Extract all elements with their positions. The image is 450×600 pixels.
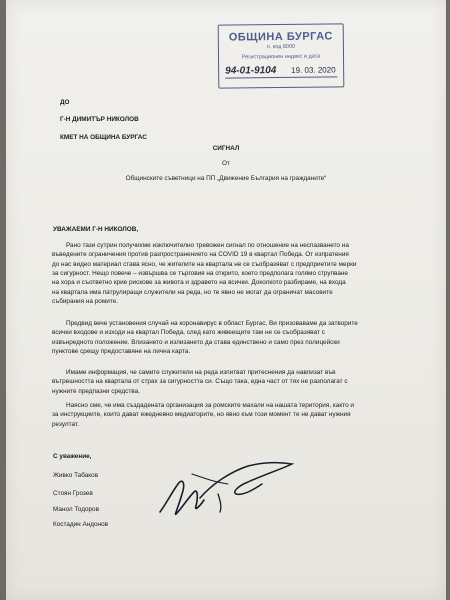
handwritten-signature [152,454,302,522]
paragraph-2-line: пунктове срещу предоставяне на лична карта. [52,348,191,356]
paragraph-1-line: за сигурност. Нещо повече – извършва се търговия на открито, което предполага голямо струпване [52,270,348,278]
paragraph-4-line: резултат. [52,420,79,428]
from-label: От [222,160,230,167]
paragraph-1-line: на хора и съответно крие рискове за живота и здравето на всички. Доколкото разбираме, на входа [52,279,346,287]
salutation: УВАЖАЕМИ Г-Н НИКОЛОВ, [53,226,139,233]
paragraph-1-line: на квартала има патрулиращи служители на реда, но те явно не могат да ограничат масовите [52,288,333,296]
signatory-name: Костадин Андонов [53,521,109,528]
stamp-underline [225,76,337,78]
paragraph-1-line: въведените ограничения против разпространението на COVID 19 в квартал Победа. От изпратения [52,251,349,259]
sender-line: Общинските съветници на ПП „Движение България на гражданите“ [125,175,327,182]
addressee-name: Г-Н ДИМИТЪР НИКОЛОВ [60,116,139,123]
paragraph-2-line: Предвид вече установения случай на коронавирус в област Бургас, Ви призоваваме да затворите [66,320,358,327]
paragraph-1 [52,241,404,306]
document-page [6,0,446,600]
closing: С уважение, [53,453,92,460]
paragraph-1-line: до нас видео материал става ясно, че жителите на квартала не се съобразяват с предприетите мерки [52,260,357,268]
paragraph-1-line: събирания на ромите. [52,298,118,306]
signatory-name: Живко Табаков [53,472,99,479]
paragraph-2-line: всички входове и изходи на квартал Победа, след като живеещите там не се съобразяват с [52,329,325,337]
signatory-name: Стоян Грозев [53,490,93,497]
paragraph-3 [52,368,404,396]
addressee-label: ДО [60,99,70,106]
paragraph-3-line: вътрешността на квартала от страх за сигурността си. Също така, една част от тях не разполагат с [52,378,348,386]
paragraph-4-line: Наясно сме, че има създадената организация за ромските махали на нашата територия, както и [66,402,354,409]
paragraph-4 [52,401,404,429]
paragraph-2 [52,319,404,356]
document-title: СИГНАЛ [212,145,240,152]
stamp-postal-code: п. код 8000 [266,43,296,51]
stamp-registration-date: 19. 03. 2020 [291,65,336,75]
paragraph-3-line: Имаме информация, че самите служители на реда изпитват притеснения да навлизат във [66,369,336,376]
stamp-subtitle: Регистрационен индекс и дата [241,53,321,61]
paragraph-4-line: за инструкциите, които дават ежедневно медиаторите, но явно към този момент те не дават нужния [52,411,351,419]
addressee-position: КМЕТ НА ОБЩИНА БУРГАС [60,134,147,141]
registration-stamp [218,23,345,88]
paragraph-2-line: извънредното положение. Влизането и излизането да става единствено и само през полицейски [52,338,340,346]
stamp-title: ОБЩИНА БУРГАС [228,30,333,44]
paragraph-1-line: Рано тази сутрин получихме изключително тревожен сигнал по отношение на неспазването на [66,242,349,249]
paragraph-3-line: нужните предпазни средства. [52,387,140,395]
signatory-name: Манол Тодоров [53,506,100,513]
stamp-registration-number: 94-01-9104 [225,65,277,77]
